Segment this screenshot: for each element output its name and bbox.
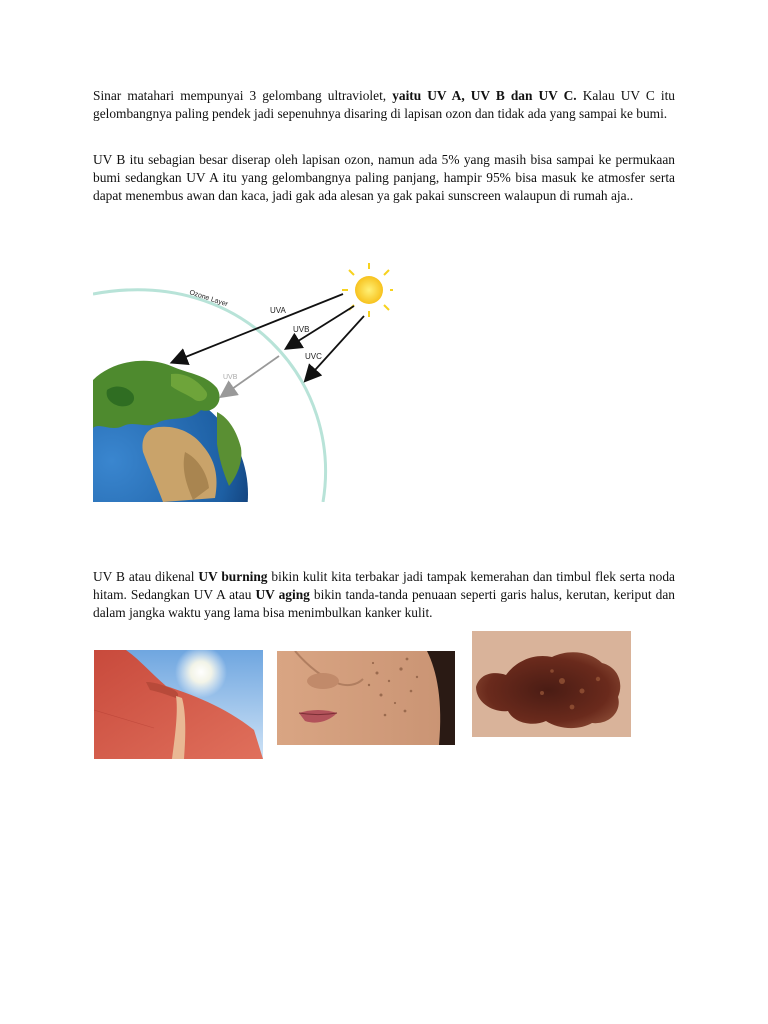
intro-paragraph — [93, 87, 675, 123]
uvb-passed-label: UVB — [223, 374, 238, 381]
effects-bold-b: UV aging — [255, 587, 310, 603]
face-dark-spots-photo — [277, 651, 455, 745]
intro-bold: yaitu UV A, UV B dan UV C. — [392, 88, 577, 103]
effects-bold-a: UV burning — [198, 569, 268, 584]
uvb-paragraph — [93, 151, 675, 206]
uva-label: UVA — [270, 306, 286, 315]
melanoma-skin-photo — [472, 631, 631, 737]
sunburned-shoulder-photo — [94, 650, 263, 759]
uvb-text: UV B itu sebagian besar diserap oleh lapisan ozon, namun ada 5% yang masih bisa sampai ke permukaan bumi sedangkan UV A itu yang gelombangnya paling panjang, hampir 95% bisa masuk ke atmosfer serta dapat menembus awan dan kaca, jadi gak ada alesan ya gak pakai sunscreen walaupun di rumah aja.. — [93, 152, 675, 204]
effects-text-b: bikin kulit kita terbakar jadi tampak kemerahan dan timbul flek serta noda hitam. Sedangkan UV A atau — [93, 569, 675, 603]
effects-text-c: bikin tanda-tanda penuaan seperti garis halus, kerutan, keriput dan dalam jangka waktu yang lama bisa menimbulkan kanker kulit. — [93, 587, 675, 621]
uv-effects-paragraph — [93, 568, 675, 623]
ozone-layer-label: Ozone Layer — [188, 289, 229, 309]
uvc-arrow — [306, 316, 364, 380]
uv-diagram-svg — [93, 262, 393, 502]
uvc-label: UVC — [305, 352, 322, 361]
uvb-label: UVB — [293, 325, 310, 334]
uv-ozone-diagram — [93, 262, 393, 502]
intro-text-a: Sinar matahari mempunyai 3 gelombang ultraviolet, — [93, 88, 393, 103]
earth-globe — [93, 361, 248, 502]
effects-text-a: UV B atau dikenal — [93, 569, 199, 584]
intro-text-b: Kalau UV C itu gelombangnya paling pendek jadi sepenuhnya disaring di lapisan ozon dan tidak ada yang sampai ke bumi. — [93, 88, 675, 122]
